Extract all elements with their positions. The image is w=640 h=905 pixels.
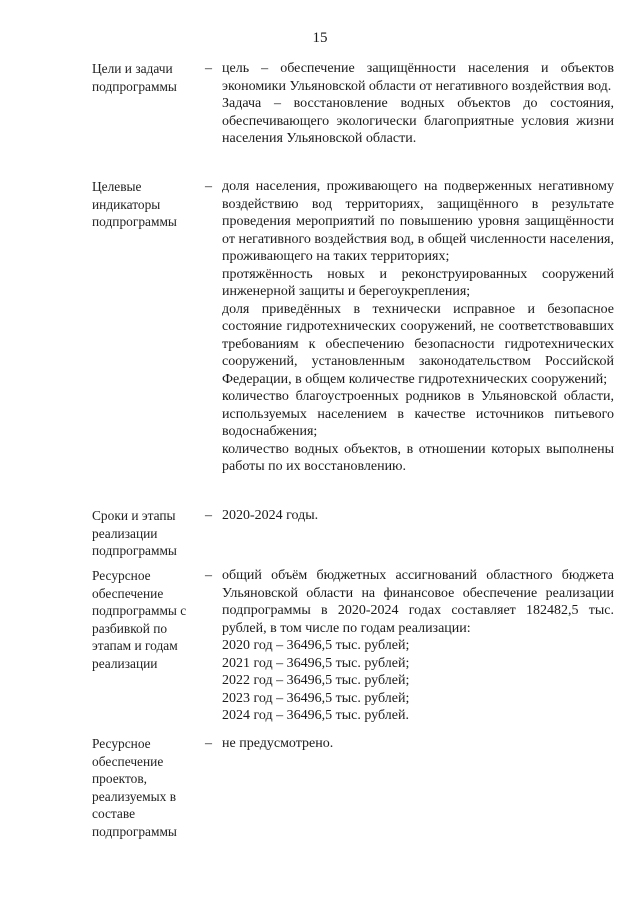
section-dash: –	[205, 508, 212, 523]
section-label: Ресурсное обеспечение подпрограммы с разбивкой по этапам и годам реализации	[92, 568, 187, 671]
section-content	[222, 735, 614, 753]
section-dash: –	[205, 568, 212, 583]
year-funding-line: 2022 год – 36496,5 тыс. рублей;	[222, 673, 410, 688]
paragraph: доля населения, проживающего на подверженных негативному воздействию вод территориях, защищённого в результате проведения мероприятий по повышению уровня защищённости от негативного воздействия вод, в общей численности населения, проживающего на таких территориях;	[222, 179, 614, 264]
paragraph: 2020-2024 годы.	[222, 508, 319, 523]
section-content	[222, 507, 614, 525]
section-label: Ресурсное обеспечение проектов, реализуемых в составе подпрограммы	[92, 736, 177, 839]
paragraph: количество благоустроенных родников в Ульяновской области, используемых населением в качестве источников питьевого водоснабжения;	[222, 389, 614, 439]
year-funding-line: 2024 год – 36496,5 тыс. рублей.	[222, 708, 409, 723]
year-funding-line: 2020 год – 36496,5 тыс. рублей;	[222, 638, 410, 653]
section-label: Целевые индикаторы подпрограммы	[92, 179, 177, 229]
paragraph: Задача – восстановление водных объектов до состояния, обеспечивающего экологически благоприятные условия жизни населения Ульяновской области.	[222, 96, 614, 146]
section-label: Сроки и этапы реализации подпрограммы	[92, 508, 177, 558]
section-dash: –	[205, 179, 212, 194]
section-content	[222, 60, 614, 148]
paragraph: протяжённость новых и реконструированных сооружений инженерной защиты и берегоукрепления;	[222, 266, 614, 299]
year-funding-line: 2023 год – 36496,5 тыс. рублей;	[222, 690, 410, 706]
section-content	[222, 567, 614, 725]
paragraph: доля приведённых в технически исправное и безопасное состояние гидротехнических сооружений, не соответствовавших требованиям к обеспечению безопасности гидротехнических сооружений, установленным законодательством Российской Федерации, в общем количестве гидротехнических сооружений;	[222, 301, 614, 387]
section-dash: –	[205, 61, 212, 76]
paragraph: количество водных объектов, в отношении которых выполнены работы по их восстановлению.	[222, 441, 614, 474]
section-dash: –	[205, 736, 212, 751]
paragraph: цель – обеспечение защищённости населения и объектов экономики Ульяновской области от негативного воздействия вод.	[222, 61, 614, 94]
year-funding-line: 2021 год – 36496,5 тыс. рублей;	[222, 655, 410, 671]
section-content	[222, 178, 614, 476]
page-number: 15	[312, 30, 328, 46]
section-label: Цели и задачи подпрограммы	[92, 61, 177, 94]
paragraph: не предусмотрено.	[222, 736, 334, 751]
paragraph: общий объём бюджетных ассигнований областного бюджета Ульяновской области на финансовое обеспечение реализации подпрограммы в 2020-2024 годах составляет 182482,5 тыс. рублей, в том числе по годам реализации:	[222, 568, 614, 636]
